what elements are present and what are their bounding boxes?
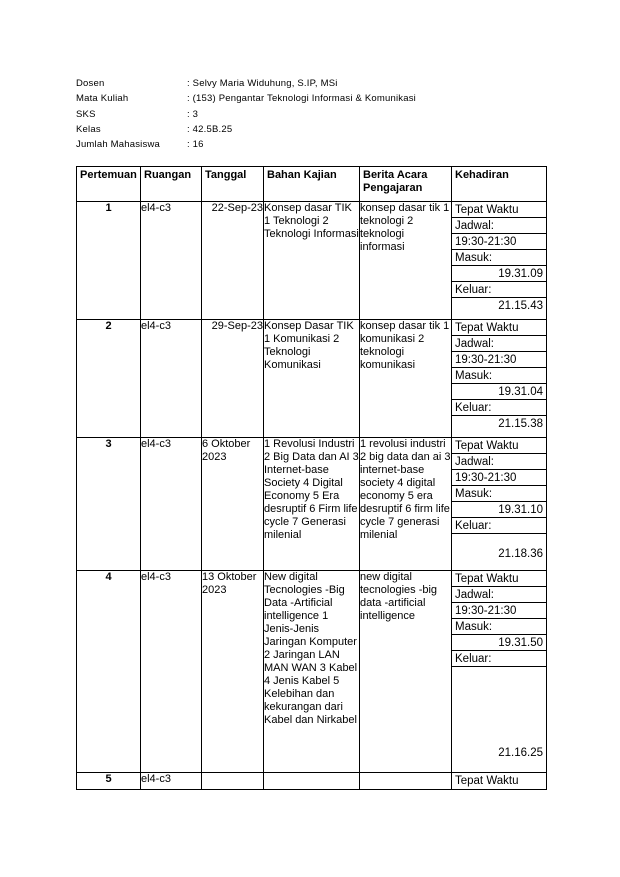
schedule-label: Jadwal: <box>452 336 546 352</box>
meeting-number: 4 <box>77 571 141 773</box>
schedule: 19:30-21:30 <box>452 234 546 250</box>
teaching-report: new digital tecnologies -big data -artificial intelligence <box>360 571 452 773</box>
material <box>264 773 360 790</box>
check-out-label: Keluar: <box>452 282 546 298</box>
info-label: Mata Kuliah <box>76 93 129 105</box>
status: Tepat Waktu <box>452 438 546 454</box>
check-out-time: 21.15.43 <box>498 300 543 312</box>
table-row <box>77 320 547 438</box>
info-value: : 42.5B.25 <box>187 123 233 135</box>
check-in-time: 19.31.09 <box>452 266 546 282</box>
meeting-number: 1 <box>77 202 141 320</box>
teaching-report <box>360 773 452 790</box>
info-label: Jumlah Mahasiswa <box>76 139 160 151</box>
status: Tepat Waktu <box>452 571 546 587</box>
info-label: Dosen <box>76 78 105 89</box>
schedule-label: Jadwal: <box>452 454 546 470</box>
teaching-report: konsep dasar tik 1 teknologi 2 teknologi informasi <box>360 202 452 320</box>
schedule: 19:30-21:30 <box>452 352 546 368</box>
table-row <box>77 773 547 790</box>
check-out-time: 21.18.36 <box>498 548 543 560</box>
material: New digital Tecnologies -Big Data -Artificial intelligence 1 Jenis-Jenis Jaringan Komputer 2 Jaringan LAN MAN WAN 3 Kabel 4 Jenis Kabel 5 Kelebihan dan kekurangan dari Kabel dan Nirkabel <box>264 571 360 773</box>
column-header: Bahan Kajian <box>264 167 360 202</box>
schedule-label: Jadwal: <box>452 587 546 603</box>
column-header: Berita Acara Pengajaran <box>360 167 452 202</box>
status: Tepat Waktu <box>455 775 519 787</box>
check-in-time: 19.31.04 <box>452 384 546 400</box>
table-row <box>77 571 547 773</box>
check-out-label: Keluar: <box>452 518 546 534</box>
check-in-label: Masuk: <box>452 250 546 266</box>
info-row-credits <box>76 107 416 122</box>
attendance <box>452 320 547 438</box>
room: el4-c3 <box>141 571 202 773</box>
material: 1 Revolusi Industri 2 Big Data dan AI 3 Internet-base Society 4 Digital Economy 5 Era desruptif 6 Firm life cycle 7 Generasi milenial <box>264 438 360 571</box>
meeting-number: 5 <box>77 773 141 790</box>
attendance-table <box>76 166 547 790</box>
date: 29-Sep-23 <box>202 320 264 438</box>
date: 22-Sep-23 <box>202 202 264 320</box>
check-in-label: Masuk: <box>452 368 546 384</box>
teaching-report: 1 revolusi industri 2 big data dan ai 3 internet-base society 4 digital economy 5 era desruptif 6 firm life cycle 7 generasi milenial <box>360 438 452 571</box>
course-info <box>76 76 416 152</box>
schedule: 19:30-21:30 <box>452 470 546 486</box>
attendance <box>452 438 547 571</box>
check-in-time: 19.31.50 <box>452 635 546 651</box>
status: Tepat Waktu <box>452 202 546 218</box>
table-header-row <box>77 167 547 202</box>
info-label: Kelas <box>76 123 101 135</box>
info-row-lecturer <box>76 76 416 91</box>
check-out-label: Keluar: <box>452 651 546 667</box>
material: Konsep dasar TIK 1 Teknologi 2 Teknologi Informasi <box>264 202 360 320</box>
info-value: : Selvy Maria Widuhung, S.IP, MSi <box>187 78 338 89</box>
column-header: Pertemuan <box>77 167 141 202</box>
table-row <box>77 438 547 571</box>
date <box>202 773 264 790</box>
check-out-time: 21.15.38 <box>498 418 543 430</box>
room: el4-c3 <box>141 773 202 790</box>
meeting-number: 3 <box>77 438 141 571</box>
column-header: Kehadiran <box>452 167 547 202</box>
check-out-time: 21.16.25 <box>498 747 543 759</box>
schedule: 19:30-21:30 <box>452 603 546 619</box>
teaching-report: konsep dasar tik 1 komunikasi 2 teknologi komunikasi <box>360 320 452 438</box>
room: el4-c3 <box>141 202 202 320</box>
table-row <box>77 202 547 320</box>
date: 6 Oktober 2023 <box>202 438 264 571</box>
info-row-students <box>76 137 416 152</box>
info-value: : 3 <box>187 108 199 120</box>
info-row-course <box>76 91 416 106</box>
attendance <box>452 202 547 320</box>
info-value: : (153) Pengantar Teknologi Informasi & Komunikasi <box>187 93 416 105</box>
schedule-label: Jadwal: <box>452 218 546 234</box>
check-in-label: Masuk: <box>452 619 546 635</box>
check-in-time: 19.31.10 <box>452 502 546 518</box>
info-label: SKS <box>76 108 96 120</box>
material: Konsep Dasar TIK 1 Komunikasi 2 Teknologi Komunikasi <box>264 320 360 438</box>
check-out-label: Keluar: <box>452 400 546 416</box>
room: el4-c3 <box>141 438 202 571</box>
meeting-number: 2 <box>77 320 141 438</box>
check-in-label: Masuk: <box>452 486 546 502</box>
attendance <box>452 571 547 773</box>
column-header: Tanggal <box>202 167 264 202</box>
info-row-class <box>76 122 416 137</box>
date: 13 Oktober 2023 <box>202 571 264 773</box>
column-header: Ruangan <box>141 167 202 202</box>
attendance <box>452 773 547 790</box>
status: Tepat Waktu <box>452 320 546 336</box>
info-value: : 16 <box>187 139 204 151</box>
room: el4-c3 <box>141 320 202 438</box>
